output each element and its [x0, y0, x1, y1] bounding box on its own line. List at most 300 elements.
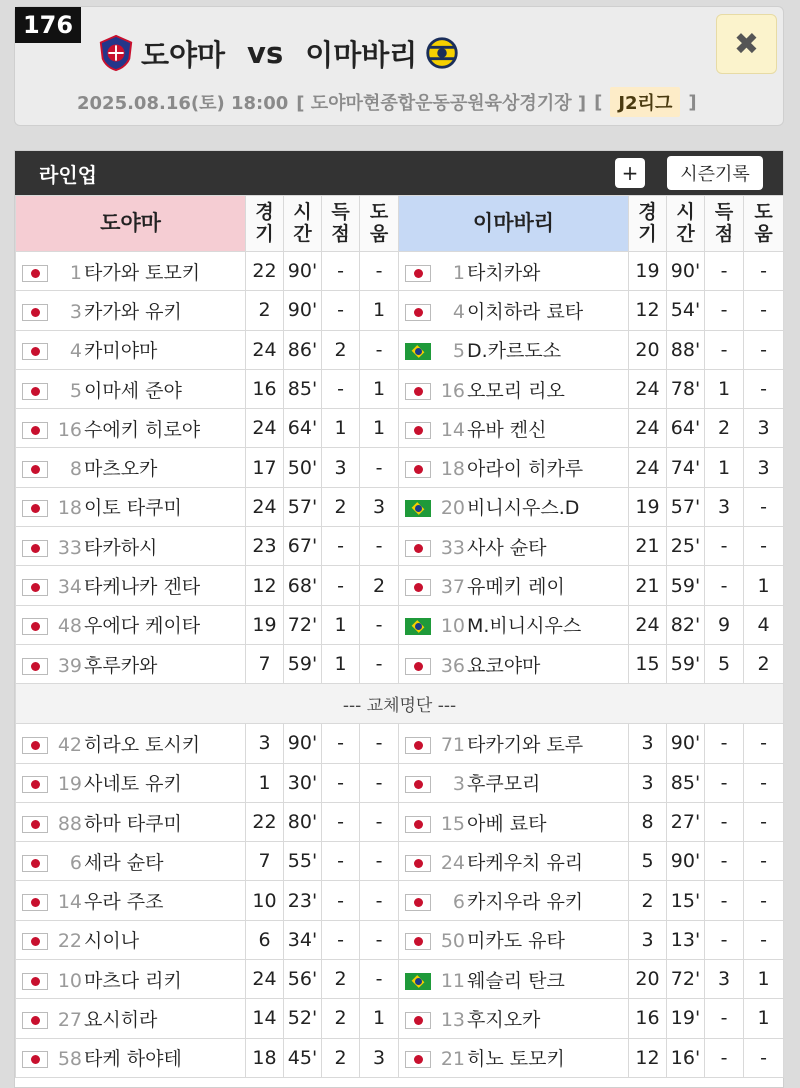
- match-venue: [ 도야마현종합운동공원육상경기장 ]: [296, 93, 587, 114]
- player-assists: 3: [360, 1038, 399, 1077]
- table-row: [16, 802, 784, 841]
- player-time: 23': [284, 881, 322, 920]
- table-row: [16, 448, 784, 487]
- player-goals: -: [705, 527, 744, 566]
- player-games: 24: [246, 330, 284, 369]
- player-time: 50': [284, 448, 322, 487]
- japan-flag-icon: [22, 816, 48, 833]
- player-name: 시이나: [84, 930, 140, 953]
- home-player-cell[interactable]: [16, 291, 246, 330]
- player-number: 20: [440, 497, 465, 520]
- player-goals: -: [322, 291, 360, 330]
- player-goals: -: [705, 724, 744, 763]
- player-time: 64': [284, 409, 322, 448]
- match-header-card: [14, 6, 784, 126]
- player-assists: 2: [360, 566, 399, 605]
- player-number: 58: [57, 1048, 82, 1071]
- away-player-cell[interactable]: [399, 999, 629, 1038]
- player-goals: 1: [705, 369, 744, 408]
- player-name: 우라 주조: [84, 891, 164, 914]
- player-assists: 3: [744, 409, 784, 448]
- league-bracket-close: ]: [688, 91, 697, 113]
- player-number: 4: [69, 340, 82, 363]
- home-player-cell[interactable]: [16, 724, 246, 763]
- player-time: 85': [667, 763, 705, 802]
- player-time: 57': [284, 487, 322, 526]
- home-player-cell[interactable]: [16, 960, 246, 999]
- player-assists: -: [744, 487, 784, 526]
- player-assists: -: [744, 291, 784, 330]
- home-player-cell[interactable]: [16, 409, 246, 448]
- player-time: 80': [284, 802, 322, 841]
- player-name: 카지우라 유키: [467, 891, 584, 914]
- player-assists: 1: [360, 999, 399, 1038]
- table-row: [16, 1038, 784, 1077]
- japan-flag-icon: [405, 1012, 431, 1029]
- japan-flag-icon: [22, 540, 48, 557]
- player-name: 타치카와: [467, 261, 541, 284]
- player-number: 16: [57, 418, 82, 441]
- player-number: 13: [440, 1008, 465, 1031]
- player-name: 사사 슌타: [467, 536, 547, 559]
- player-games: 23: [246, 527, 284, 566]
- player-time: 90': [667, 252, 705, 291]
- japan-flag-icon: [22, 658, 48, 675]
- player-assists: -: [360, 605, 399, 644]
- table-row: [16, 724, 784, 763]
- table-row: [16, 881, 784, 920]
- player-assists: 1: [744, 999, 784, 1038]
- player-time: 85': [284, 369, 322, 408]
- player-name: 요시히라: [84, 1008, 158, 1031]
- player-goals: 2: [322, 999, 360, 1038]
- player-goals: 2: [322, 487, 360, 526]
- vs-label: vs: [247, 36, 284, 70]
- player-games: 22: [246, 252, 284, 291]
- table-row: [16, 291, 784, 330]
- japan-flag-icon: [405, 540, 431, 557]
- match-title: [97, 31, 461, 75]
- player-games: 21: [629, 527, 667, 566]
- japan-flag-icon: [405, 894, 431, 911]
- away-player-cell[interactable]: [399, 1038, 629, 1077]
- table-row: [16, 999, 784, 1038]
- away-team-emblem-icon: [423, 34, 461, 72]
- away-player-cell[interactable]: [399, 330, 629, 369]
- match-info: [77, 87, 697, 117]
- home-player-cell[interactable]: [16, 487, 246, 526]
- away-player-cell[interactable]: [399, 644, 629, 683]
- home-team-name: 도야마: [141, 37, 226, 72]
- player-goals: -: [322, 802, 360, 841]
- player-number: 36: [440, 654, 465, 677]
- japan-flag-icon: [22, 855, 48, 872]
- player-name: 우에다 케이타: [84, 615, 201, 638]
- player-time: 90': [284, 252, 322, 291]
- player-assists: -: [360, 724, 399, 763]
- player-name: 마츠다 리키: [84, 969, 182, 992]
- player-goals: -: [705, 252, 744, 291]
- away-player-cell[interactable]: [399, 369, 629, 408]
- away-player-cell[interactable]: [399, 881, 629, 920]
- player-goals: -: [322, 881, 360, 920]
- games-column-header: 경기: [246, 196, 284, 252]
- home-player-cell[interactable]: [16, 605, 246, 644]
- player-goals: 1: [705, 448, 744, 487]
- away-player-cell[interactable]: [399, 960, 629, 999]
- player-goals: -: [322, 252, 360, 291]
- table-row: [16, 605, 784, 644]
- player-name: 히라오 토시키: [84, 733, 201, 756]
- away-player-cell[interactable]: [399, 763, 629, 802]
- player-assists: -: [360, 330, 399, 369]
- home-player-cell[interactable]: [16, 566, 246, 605]
- player-goals: 1: [322, 605, 360, 644]
- substitutes-list: [16, 724, 784, 1078]
- player-name: 타케나카 겐타: [84, 576, 201, 599]
- player-goals: 2: [322, 960, 360, 999]
- player-name: 하마 타쿠미: [84, 812, 182, 835]
- player-assists: 1: [744, 566, 784, 605]
- player-name: 사네토 유키: [84, 773, 182, 796]
- player-games: 16: [629, 999, 667, 1038]
- games-column-header: 경기: [629, 196, 667, 252]
- player-games: 24: [629, 369, 667, 408]
- player-name: 비니시우스.D: [467, 497, 580, 520]
- player-assists: -: [744, 1038, 784, 1077]
- player-time: 59': [667, 644, 705, 683]
- player-goals: -: [705, 802, 744, 841]
- starters-list: [16, 252, 784, 684]
- player-number: 24: [440, 851, 465, 874]
- away-player-cell[interactable]: [399, 920, 629, 959]
- player-name: 타케 하야테: [84, 1048, 182, 1071]
- japan-flag-icon: [22, 265, 48, 282]
- japan-flag-icon: [22, 579, 48, 596]
- player-time: 90': [667, 724, 705, 763]
- player-goals: -: [322, 763, 360, 802]
- player-name: 타케우치 유리: [467, 851, 584, 874]
- away-player-cell[interactable]: [399, 724, 629, 763]
- home-player-cell[interactable]: [16, 842, 246, 881]
- close-button[interactable]: [716, 14, 777, 74]
- player-name: 히노 토모키: [467, 1048, 565, 1071]
- player-name: 후지오카: [467, 1008, 541, 1031]
- player-number: 1: [452, 261, 465, 284]
- away-player-cell[interactable]: [399, 487, 629, 526]
- japan-flag-icon: [405, 383, 431, 400]
- player-name: 카미야마: [84, 340, 158, 363]
- player-number: 15: [440, 812, 465, 835]
- player-number: 33: [440, 536, 465, 559]
- player-games: 10: [246, 881, 284, 920]
- player-goals: -: [705, 999, 744, 1038]
- home-player-cell[interactable]: [16, 252, 246, 291]
- player-number: 18: [57, 497, 82, 520]
- away-player-cell[interactable]: [399, 842, 629, 881]
- japan-flag-icon: [405, 933, 431, 950]
- player-number: 8: [69, 458, 82, 481]
- player-assists: -: [360, 527, 399, 566]
- player-games: 3: [629, 724, 667, 763]
- player-name: 카가와 유키: [84, 300, 182, 323]
- lineup-title: 라인업: [39, 162, 97, 187]
- player-name: 타가와 토모키: [84, 261, 201, 284]
- player-number: 88: [57, 812, 82, 835]
- player-number: 6: [69, 851, 82, 874]
- lineup-title-bar: [15, 151, 783, 195]
- brazil-flag-icon: [405, 500, 431, 517]
- player-name: 타카하시: [84, 536, 158, 559]
- player-goals: 3: [322, 448, 360, 487]
- player-assists: -: [360, 881, 399, 920]
- player-number: 48: [57, 615, 82, 638]
- player-name: 마츠오카: [84, 458, 158, 481]
- player-goals: -: [322, 724, 360, 763]
- player-goals: -: [322, 527, 360, 566]
- home-player-cell[interactable]: [16, 527, 246, 566]
- player-number: 14: [57, 891, 82, 914]
- japan-flag-icon: [22, 383, 48, 400]
- lineup-header-row: [16, 196, 784, 252]
- player-number: 16: [440, 379, 465, 402]
- player-number: 11: [440, 969, 465, 992]
- player-goals: -: [705, 291, 744, 330]
- goals-column-header: 득점: [705, 196, 744, 252]
- player-games: 16: [246, 369, 284, 408]
- player-number: 22: [57, 930, 82, 953]
- player-name: 수에키 히로야: [84, 418, 201, 441]
- player-goals: -: [322, 842, 360, 881]
- japan-flag-icon: [22, 737, 48, 754]
- match-datetime: 2025.08.16(토) 18:00: [77, 93, 289, 114]
- goals-column-header: 득점: [322, 196, 360, 252]
- player-assists: -: [744, 527, 784, 566]
- lineup-panel: [14, 150, 784, 1088]
- player-number: 37: [440, 576, 465, 599]
- japan-flag-icon: [405, 461, 431, 478]
- player-time: 78': [667, 369, 705, 408]
- season-record-button[interactable]: 시즌기록: [667, 156, 763, 190]
- table-row: [16, 920, 784, 959]
- player-time: 16': [667, 1038, 705, 1077]
- player-time: 27': [667, 802, 705, 841]
- player-games: 24: [629, 448, 667, 487]
- player-number: 14: [440, 418, 465, 441]
- japan-flag-icon: [405, 304, 431, 321]
- player-time: 74': [667, 448, 705, 487]
- close-icon: ✖: [733, 26, 760, 62]
- player-name: 이마세 준야: [84, 379, 182, 402]
- player-goals: -: [705, 842, 744, 881]
- player-games: 3: [246, 724, 284, 763]
- away-player-cell[interactable]: [399, 448, 629, 487]
- home-player-cell[interactable]: [16, 802, 246, 841]
- player-number: 5: [69, 379, 82, 402]
- table-row: [16, 566, 784, 605]
- away-player-cell[interactable]: [399, 802, 629, 841]
- japan-flag-icon: [22, 776, 48, 793]
- table-row: [16, 409, 784, 448]
- player-assists: -: [360, 920, 399, 959]
- player-assists: 4: [744, 605, 784, 644]
- player-goals: 1: [322, 409, 360, 448]
- player-number: 5: [452, 340, 465, 363]
- player-time: 19': [667, 999, 705, 1038]
- player-number: 1: [69, 261, 82, 284]
- home-team-emblem-icon: [97, 34, 135, 72]
- player-games: 20: [629, 330, 667, 369]
- away-player-cell[interactable]: [399, 409, 629, 448]
- player-time: 64': [667, 409, 705, 448]
- player-name: 이치하라 료타: [467, 300, 584, 323]
- table-row: [16, 527, 784, 566]
- player-name: D.카르도소: [467, 340, 562, 363]
- player-assists: 3: [744, 448, 784, 487]
- player-assists: 2: [744, 644, 784, 683]
- player-goals: -: [705, 1038, 744, 1077]
- player-name: 유메키 레이: [467, 576, 565, 599]
- player-time: 54': [667, 291, 705, 330]
- player-games: 6: [246, 920, 284, 959]
- player-assists: -: [744, 802, 784, 841]
- player-name: 요코야마: [467, 654, 541, 677]
- player-games: 22: [246, 802, 284, 841]
- player-time: 68': [284, 566, 322, 605]
- player-games: 1: [246, 763, 284, 802]
- player-time: 86': [284, 330, 322, 369]
- japan-flag-icon: [405, 737, 431, 754]
- player-games: 18: [246, 1038, 284, 1077]
- japan-flag-icon: [405, 658, 431, 675]
- player-games: 2: [246, 291, 284, 330]
- player-assists: 1: [360, 291, 399, 330]
- player-games: 19: [246, 605, 284, 644]
- japan-flag-icon: [22, 1051, 48, 1068]
- player-games: 12: [629, 1038, 667, 1077]
- japan-flag-icon: [405, 265, 431, 282]
- japan-flag-icon: [22, 343, 48, 360]
- player-games: 21: [629, 566, 667, 605]
- home-player-cell[interactable]: [16, 763, 246, 802]
- away-team-column-header: 이마바리: [399, 196, 629, 252]
- player-assists: -: [360, 842, 399, 881]
- player-time: 45': [284, 1038, 322, 1077]
- league-bracket-open: [: [594, 91, 603, 113]
- league-badge: J2리그: [610, 87, 680, 117]
- player-assists: -: [744, 252, 784, 291]
- player-goals: -: [705, 566, 744, 605]
- player-name: 타카기와 토루: [467, 733, 584, 756]
- player-goals: -: [322, 369, 360, 408]
- player-time: 59': [667, 566, 705, 605]
- player-games: 12: [629, 291, 667, 330]
- player-time: 72': [667, 960, 705, 999]
- player-games: 14: [246, 999, 284, 1038]
- player-goals: 1: [322, 644, 360, 683]
- player-assists: -: [744, 330, 784, 369]
- table-row: [16, 369, 784, 408]
- player-name: M.비니시우스: [467, 615, 582, 638]
- assists-column-header: 도움: [744, 196, 784, 252]
- player-assists: 3: [360, 487, 399, 526]
- substitutes-label: --- 교체명단 ---: [16, 684, 784, 724]
- japan-flag-icon: [22, 304, 48, 321]
- away-player-cell[interactable]: [399, 566, 629, 605]
- home-player-cell[interactable]: [16, 1038, 246, 1077]
- player-name: 오모리 리오: [467, 379, 565, 402]
- table-row: [16, 842, 784, 881]
- player-games: 19: [629, 487, 667, 526]
- player-time: 90': [284, 724, 322, 763]
- player-time: 34': [284, 920, 322, 959]
- home-player-cell[interactable]: [16, 369, 246, 408]
- player-games: 20: [629, 960, 667, 999]
- player-games: 24: [246, 960, 284, 999]
- player-games: 24: [246, 409, 284, 448]
- table-row: [16, 960, 784, 999]
- home-player-cell[interactable]: [16, 330, 246, 369]
- player-games: 24: [246, 487, 284, 526]
- player-time: 72': [284, 605, 322, 644]
- player-games: 3: [629, 763, 667, 802]
- player-number: 21: [440, 1048, 465, 1071]
- away-player-cell[interactable]: [399, 252, 629, 291]
- table-row: [16, 487, 784, 526]
- away-player-cell[interactable]: [399, 291, 629, 330]
- expand-button[interactable]: +: [615, 158, 645, 188]
- player-games: 8: [629, 802, 667, 841]
- player-assists: 1: [360, 369, 399, 408]
- away-player-cell[interactable]: [399, 605, 629, 644]
- home-player-cell[interactable]: [16, 644, 246, 683]
- away-team-name: 이마바리: [305, 37, 418, 72]
- player-assists: -: [360, 252, 399, 291]
- player-name: 미카도 유타: [467, 930, 565, 953]
- player-number: 42: [57, 733, 82, 756]
- home-player-cell[interactable]: [16, 920, 246, 959]
- japan-flag-icon: [22, 973, 48, 990]
- home-player-cell[interactable]: [16, 999, 246, 1038]
- japan-flag-icon: [405, 422, 431, 439]
- home-player-cell[interactable]: [16, 881, 246, 920]
- player-goals: -: [705, 920, 744, 959]
- away-player-cell[interactable]: [399, 527, 629, 566]
- player-number: 33: [57, 536, 82, 559]
- player-name: 세라 슌타: [84, 851, 164, 874]
- player-number: 6: [452, 891, 465, 914]
- player-number: 10: [57, 969, 82, 992]
- player-games: 7: [246, 842, 284, 881]
- home-player-cell[interactable]: [16, 448, 246, 487]
- player-goals: -: [705, 881, 744, 920]
- player-goals: 2: [322, 1038, 360, 1077]
- player-assists: -: [360, 644, 399, 683]
- japan-flag-icon: [22, 618, 48, 635]
- player-goals: 2: [322, 330, 360, 369]
- player-assists: -: [744, 763, 784, 802]
- player-goals: -: [705, 330, 744, 369]
- player-time: 90': [284, 291, 322, 330]
- home-team-column-header: 도야마: [16, 196, 246, 252]
- japan-flag-icon: [22, 933, 48, 950]
- player-assists: -: [744, 724, 784, 763]
- substitutes-divider: [16, 684, 784, 724]
- player-name: 유바 켄신: [467, 418, 547, 441]
- player-time: 15': [667, 881, 705, 920]
- player-assists: -: [360, 448, 399, 487]
- player-goals: 2: [705, 409, 744, 448]
